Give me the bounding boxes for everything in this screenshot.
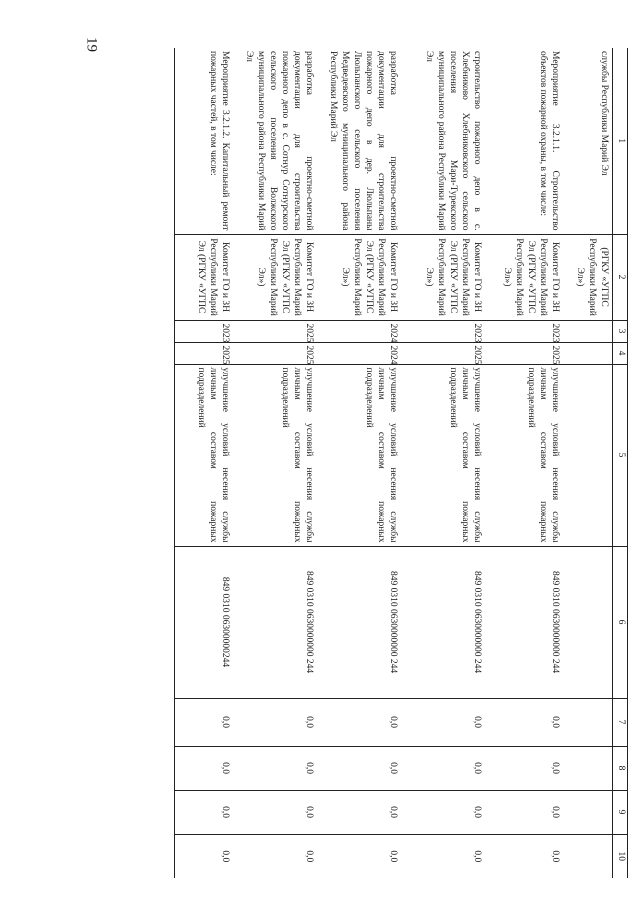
amount-cell-10: 0,0 bbox=[315, 834, 399, 878]
executor-cell: Комитет ГО и ЗН Республики Марий Эл (РГКУ «УГПС Республики Марий Эл») bbox=[315, 234, 399, 320]
end-year-cell: 2024 bbox=[315, 342, 399, 364]
col-header-6: 6 bbox=[613, 546, 628, 698]
end-year-cell: 2025 bbox=[483, 342, 561, 364]
budget-code-cell: 849 0310 0630000000 244 bbox=[231, 546, 315, 698]
expected-result-cell: улучшение условий несения службы личным составом пожарных подразделений bbox=[315, 364, 399, 546]
amount-cell-10 bbox=[561, 834, 613, 878]
measure-name-cell: службы Республики Марий Эл bbox=[599, 51, 610, 176]
col-header-5: 5 bbox=[613, 364, 628, 546]
amount-cell-10: 0,0 bbox=[231, 834, 315, 878]
table-row bbox=[315, 48, 399, 878]
start-year-cell: 2024 bbox=[315, 320, 399, 342]
amount-cell-8: 0,0 bbox=[315, 746, 399, 790]
expected-result-cell: улучшение условий несения службы личным составом пожарных подразделений bbox=[231, 364, 315, 546]
amount-cell-10: 0,0 bbox=[399, 834, 483, 878]
table-row bbox=[175, 48, 231, 878]
start-year-cell: 2025 bbox=[231, 320, 315, 342]
col-header-9: 9 bbox=[613, 790, 628, 834]
amount-cell-9: 0,0 bbox=[315, 790, 399, 834]
end-year-cell: 2025 bbox=[175, 342, 231, 364]
budget-code-cell: 849 0310 0630000000 244 bbox=[483, 546, 561, 698]
table-row bbox=[231, 48, 315, 878]
start-year-cell bbox=[561, 320, 613, 342]
budget-code-cell: 849 0310 0630000000 244 bbox=[399, 546, 483, 698]
end-year-cell: 2025 bbox=[399, 342, 483, 364]
amount-cell-7: 0,0 bbox=[175, 698, 231, 746]
amount-cell-9: 0,0 bbox=[175, 790, 231, 834]
measure-name-cell: разработка проектно-сметной документации для строительства пожарного депо в дер. Люльпаны Люльпанского сельского поселения Медведевского муниципального района Республики Марий Эл bbox=[328, 51, 398, 231]
measure-name-cell: строительство пожарного депо в с. Хлебниково Хлебниковского сельского поселения Мари-Турекского муниципального района Республики Марий Эл bbox=[424, 51, 482, 231]
col-header-2: 2 bbox=[613, 234, 628, 320]
column-number-row bbox=[613, 48, 628, 878]
amount-cell-9: 0,0 bbox=[231, 790, 315, 834]
amount-cell-7: 0,0 bbox=[315, 698, 399, 746]
start-year-cell: 2023 bbox=[399, 320, 483, 342]
amount-cell-10: 0,0 bbox=[175, 834, 231, 878]
executor-cell: Комитет ГО и ЗН Республики Марий Эл (РГКУ «УГПС Республики Марий Эл») bbox=[483, 234, 561, 320]
budget-code-cell: 849 0310 0630000000 244 bbox=[315, 546, 399, 698]
col-header-1: 1 bbox=[613, 48, 628, 234]
budget-code-cell: 849 0310 06300000244 bbox=[175, 546, 231, 698]
measure-name-cell: Мероприятие 3.2.1.1. Строительство объектов пожарной охраны, в том числе: bbox=[537, 51, 560, 231]
expected-result-cell: улучшение условий несения службы личным составом пожарных подразделений bbox=[399, 364, 483, 546]
amount-cell-9: 0,0 bbox=[483, 790, 561, 834]
amount-cell-7: 0,0 bbox=[231, 698, 315, 746]
expected-result-cell: улучшение условий несения службы личным составом пожарных подразделений bbox=[483, 364, 561, 546]
start-year-cell: 2023 bbox=[483, 320, 561, 342]
amount-cell-9 bbox=[561, 790, 613, 834]
end-year-cell: 2025 bbox=[231, 342, 315, 364]
table-row bbox=[561, 48, 613, 878]
table-row bbox=[483, 48, 561, 878]
amount-cell-8: 0,0 bbox=[231, 746, 315, 790]
expected-result-cell: улучшение условий несения службы личным составом пожарных подразделений bbox=[175, 364, 231, 546]
amount-cell-10: 0,0 bbox=[483, 834, 561, 878]
amount-cell-7: 0,0 bbox=[399, 698, 483, 746]
col-header-4: 4 bbox=[613, 342, 628, 364]
budget-code-cell bbox=[561, 546, 613, 698]
col-header-10: 10 bbox=[613, 834, 628, 878]
executor-cell: Комитет ГО и ЗН Республики Марий Эл (РГКУ «УГПС Республики Марий Эл») bbox=[399, 234, 483, 320]
col-header-7: 7 bbox=[613, 698, 628, 746]
program-measures-table bbox=[174, 48, 628, 878]
executor-cell: Комитет ГО и ЗН Республики Марий Эл (РГКУ «УГПС Республики Марий Эл») bbox=[231, 234, 315, 320]
page-number: 19 bbox=[83, 37, 100, 52]
amount-cell-8: 0,0 bbox=[399, 746, 483, 790]
amount-cell-7 bbox=[561, 698, 613, 746]
measure-name-cell: Мероприятие 3.2.1.2. Капитальный ремонт пожарных частей, в том числе: bbox=[175, 48, 231, 234]
end-year-cell bbox=[561, 342, 613, 364]
amount-cell-9: 0,0 bbox=[399, 790, 483, 834]
measure-name-cell: разработка проектно-сметной документации для строительства пожарного депо в с. Сотнур Сотнурского сельского поселения Волжского муниципального района Республики Марий Эл bbox=[244, 51, 314, 231]
amount-cell-8: 0,0 bbox=[483, 746, 561, 790]
expected-result-cell bbox=[561, 364, 613, 546]
amount-cell-8: 0,0 bbox=[175, 746, 231, 790]
amount-cell-8 bbox=[561, 746, 613, 790]
executor-cell: Комитет ГО и ЗН Республики Марий Эл (РГКУ «УГПС bbox=[175, 234, 231, 320]
amount-cell-7: 0,0 bbox=[483, 698, 561, 746]
col-header-8: 8 bbox=[613, 746, 628, 790]
start-year-cell: 2023 bbox=[175, 320, 231, 342]
col-header-3: 3 bbox=[613, 320, 628, 342]
table-row bbox=[399, 48, 483, 878]
rotated-table-container bbox=[128, 48, 628, 878]
executor-cell: (РГКУ «УГПС Республики Марий Эл») bbox=[561, 234, 613, 320]
